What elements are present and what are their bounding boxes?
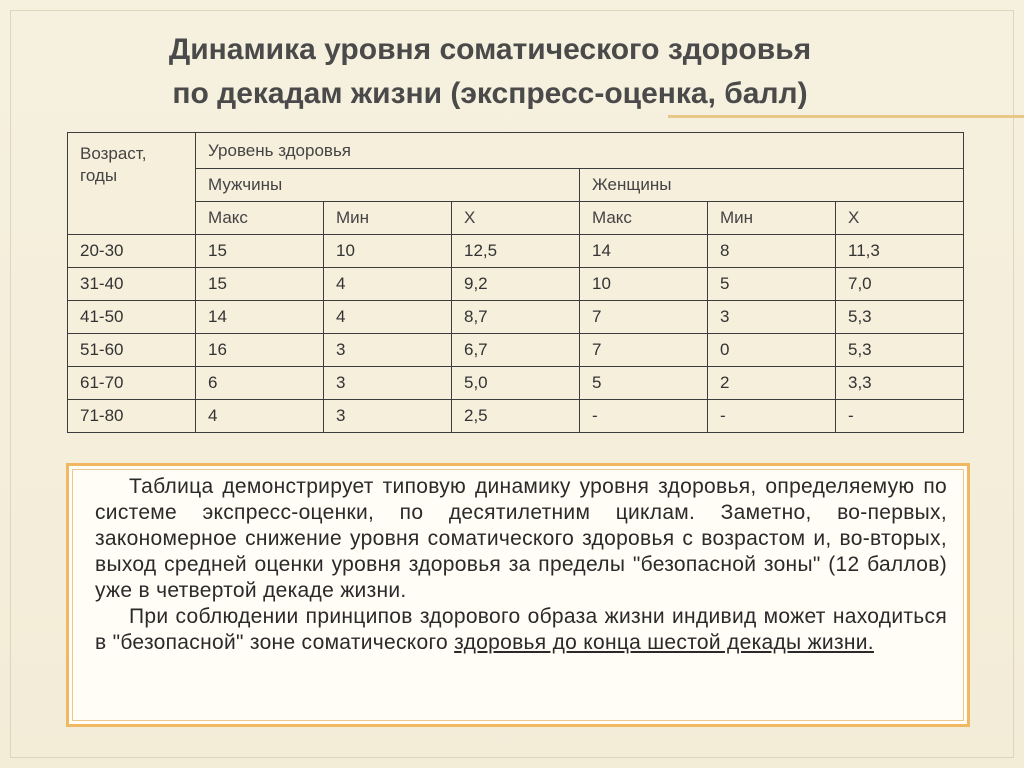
women-min-cell: 5 (708, 268, 836, 301)
men-mean-header: Х (452, 202, 580, 235)
age-header-line-2: годы (80, 166, 118, 185)
health-dynamics-table (67, 132, 964, 433)
women-min-cell: 0 (708, 334, 836, 367)
age-cell: 61-70 (68, 367, 196, 400)
age-cell: 51-60 (68, 334, 196, 367)
women-max-header: Макс (580, 202, 708, 235)
women-max-cell: 7 (580, 301, 708, 334)
table-row (68, 334, 964, 367)
age-cell: 20-30 (68, 235, 196, 268)
slide-title-line-2: по декадам жизни (экспресс-оценка, балл) (172, 77, 808, 110)
women-max-cell: 14 (580, 235, 708, 268)
women-max-cell: 5 (580, 367, 708, 400)
women-mean-cell: 5,3 (836, 301, 964, 334)
age-cell: 71-80 (68, 400, 196, 433)
age-header-line-1: Возраст, (80, 144, 147, 163)
age-cell: 31-40 (68, 268, 196, 301)
women-mean-cell: - (836, 400, 964, 433)
men-min-cell: 3 (324, 334, 452, 367)
description-box (66, 463, 970, 727)
health-level-header: Уровень здоровья (196, 133, 964, 169)
women-min-header: Мин (708, 202, 836, 235)
men-header: Мужчины (196, 169, 580, 202)
slide-title-line-1: Динамика уровня соматического здоровья (168, 33, 812, 66)
men-max-cell: 15 (196, 268, 324, 301)
description-text (95, 474, 947, 656)
women-min-cell: 2 (708, 367, 836, 400)
table-row (68, 367, 964, 400)
men-mean-cell: 2,5 (452, 400, 580, 433)
women-mean-header: Х (836, 202, 964, 235)
table-header-row-1 (68, 133, 964, 169)
men-mean-cell: 6,7 (452, 334, 580, 367)
men-max-cell: 15 (196, 235, 324, 268)
description-paragraph-2-start: При соблюдении принципов здорового образа жизни индивид может находиться в "безопасной" зоне соматического (95, 605, 947, 654)
women-max-cell: - (580, 400, 708, 433)
men-max-cell: 14 (196, 301, 324, 334)
table-header-row-3 (68, 202, 964, 235)
slide-title (60, 28, 920, 116)
table-header-row-2 (68, 169, 964, 202)
men-max-cell: 6 (196, 367, 324, 400)
women-mean-cell: 5,3 (836, 334, 964, 367)
table-row (68, 235, 964, 268)
table-row (68, 301, 964, 334)
age-cell: 41-50 (68, 301, 196, 334)
men-min-cell: 4 (324, 301, 452, 334)
women-min-cell: 3 (708, 301, 836, 334)
men-max-cell: 4 (196, 400, 324, 433)
women-min-cell: 8 (708, 235, 836, 268)
men-mean-cell: 5,0 (452, 367, 580, 400)
age-column-header (68, 133, 196, 235)
description-paragraph-2-underlined: здоровья до конца шестой декады жизни. (454, 631, 874, 654)
men-min-cell: 10 (324, 235, 452, 268)
men-min-cell: 3 (324, 400, 452, 433)
women-mean-cell: 11,3 (836, 235, 964, 268)
men-mean-cell: 9,2 (452, 268, 580, 301)
men-min-header: Мин (324, 202, 452, 235)
women-mean-cell: 7,0 (836, 268, 964, 301)
men-mean-cell: 12,5 (452, 235, 580, 268)
men-min-cell: 4 (324, 268, 452, 301)
description-paragraph-2 (95, 604, 947, 656)
women-max-cell: 10 (580, 268, 708, 301)
women-header: Женщины (580, 169, 964, 202)
men-max-cell: 16 (196, 334, 324, 367)
description-paragraph-1: Таблица демонстрирует типовую динамику уровня здоровья, определяемую по системе экспресс-оценки, по десятилетним циклам. Заметно, во-первых, закономерное снижение уровня соматического здоровья с возрастом и, во-вторых, выход средней оценки уровня здоровья за пределы "безопасной зоны" (12 баллов) уже в четвертой декаде жизни. (95, 475, 947, 602)
women-min-cell: - (708, 400, 836, 433)
men-max-header: Макс (196, 202, 324, 235)
men-mean-cell: 8,7 (452, 301, 580, 334)
men-min-cell: 3 (324, 367, 452, 400)
women-max-cell: 7 (580, 334, 708, 367)
women-mean-cell: 3,3 (836, 367, 964, 400)
table-row (68, 400, 964, 433)
table-row (68, 268, 964, 301)
